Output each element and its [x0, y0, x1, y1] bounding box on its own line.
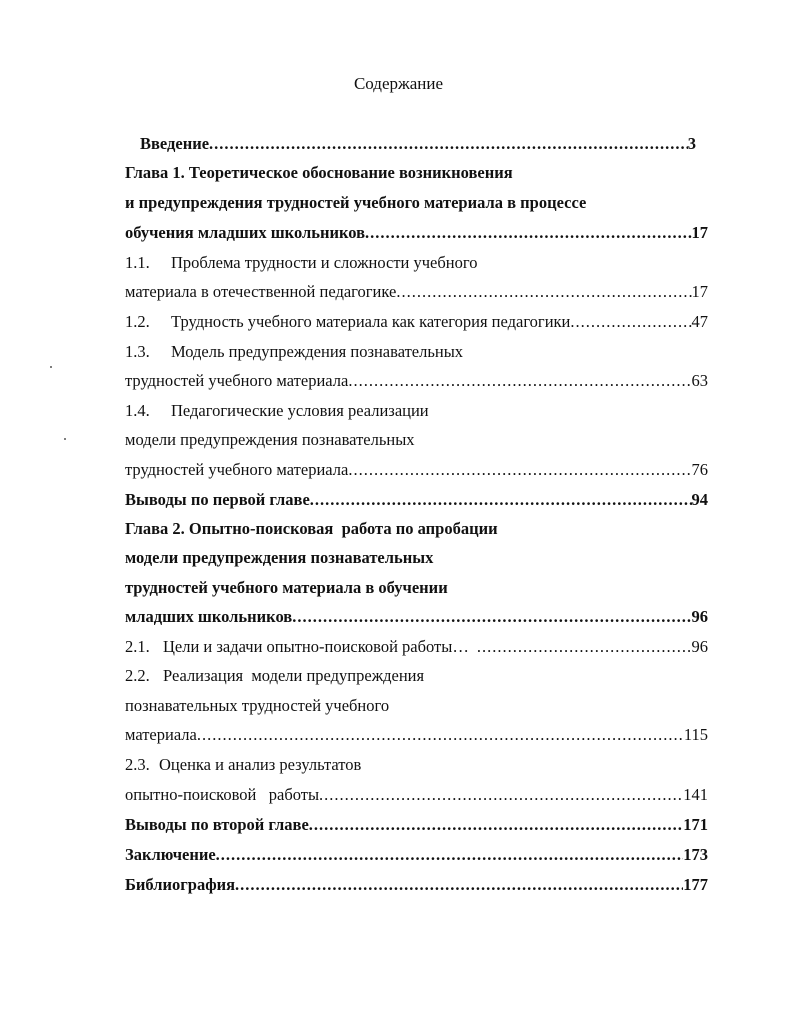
toc-entry-bibliography[interactable]: [125, 870, 708, 900]
toc-entry-title: Педагогические условия реализации: [171, 401, 429, 420]
toc-entry-title: Глава 2. Опытно-поисковая работа по апробации: [125, 519, 498, 538]
toc-section-number: 2.1.: [125, 637, 150, 656]
toc-entry-conclusion[interactable]: [125, 840, 708, 870]
toc-section-2-2-line-3[interactable]: [125, 720, 708, 750]
toc-entry-title: трудностей учебного материала в обучении: [125, 578, 448, 597]
toc-page-number: 115: [683, 725, 708, 744]
toc-page-number: 141: [683, 785, 708, 804]
toc-chapter-2-line-3[interactable]: [125, 573, 708, 603]
toc-leader: [310, 485, 692, 515]
toc-entry-title: материала: [125, 725, 197, 744]
toc-entry-title: материала в отечественной педагогике: [125, 282, 397, 301]
toc-section-number: 1.1.: [125, 253, 150, 272]
toc-entry-title: Модель предупреждения познавательных: [171, 342, 464, 361]
toc-entry-title: и предупреждения трудностей учебного материала в процессе: [125, 193, 587, 212]
toc-page-number: 96: [691, 637, 708, 656]
toc-page-number: 63: [691, 371, 708, 390]
toc-section-1-3-line-2[interactable]: [125, 366, 708, 396]
toc-entry-conclusions-1[interactable]: [125, 485, 708, 515]
toc-entry-title: Реализация модели предупреждения: [163, 666, 425, 685]
toc-leader: [197, 720, 684, 750]
toc-entry-intro[interactable]: [140, 129, 696, 159]
toc-leader: [216, 840, 684, 870]
toc-entry-title: обучения младших школьников: [125, 223, 366, 242]
page-title: Содержание: [353, 74, 444, 93]
toc-chapter-2-line-2[interactable]: [125, 543, 708, 573]
toc-section-1-4-line-2[interactable]: [125, 425, 708, 455]
toc-entry-title: Глава 1. Теоретическое обоснование возникновения: [125, 163, 513, 182]
toc-entry-conclusions-2[interactable]: [125, 810, 708, 840]
scan-speck: [50, 366, 52, 368]
toc-chapter-2-line-1[interactable]: [125, 514, 708, 544]
toc-leader: [477, 632, 692, 662]
toc-entry-title: Трудность учебного материала как категория педагогики: [171, 312, 571, 331]
toc-page-number: 76: [691, 460, 708, 479]
toc-page-number: 173: [683, 845, 708, 864]
toc-entry-title: младших школьников: [125, 607, 293, 626]
toc-chapter-2-line-4[interactable]: [125, 602, 708, 632]
toc-section-2-1[interactable]: [125, 632, 708, 662]
toc-entry-title: Цели и задачи опытно-поисковой работы…: [163, 637, 469, 656]
toc-leader: [309, 810, 683, 840]
toc-page-number: 17: [691, 282, 708, 301]
toc-section-number: 1.4.: [125, 401, 150, 420]
toc-page-number: 17: [691, 223, 708, 242]
toc-entry-title: модели предупреждения познавательных: [125, 548, 434, 567]
toc-section-2-3-line-1[interactable]: [125, 750, 708, 780]
toc-page-number: 3: [687, 134, 696, 153]
toc-entry-title: Введение: [140, 134, 210, 153]
toc-section-1-1-line-1[interactable]: [125, 248, 708, 278]
toc-section-1-2[interactable]: [125, 307, 708, 337]
toc-section-number: 2.2.: [125, 666, 150, 685]
toc-section-1-1-line-2[interactable]: [125, 277, 708, 307]
toc-entry-title: трудностей учебного материала: [125, 460, 349, 479]
toc-section-1-4-line-1[interactable]: [125, 396, 708, 426]
toc-leader: [292, 602, 691, 632]
toc-leader: [365, 218, 691, 248]
toc-section-1-4-line-3[interactable]: [125, 455, 708, 485]
toc-section-number: 1.3.: [125, 342, 150, 361]
toc-entry-title: Выводы по второй главе: [125, 815, 309, 834]
toc-leader: [209, 129, 688, 159]
toc-leader: [319, 780, 683, 810]
toc-leader: [570, 307, 691, 337]
toc-page-number: 47: [691, 312, 708, 331]
toc-entry-title: Оценка и анализ результатов: [159, 755, 362, 774]
toc-section-2-3-line-2[interactable]: [125, 780, 708, 810]
scan-speck: [64, 438, 66, 440]
toc-entry-title: познавательных трудностей учебного: [125, 696, 390, 715]
toc-entry-title: Заключение: [125, 845, 216, 864]
toc-section-number: 2.3.: [125, 755, 150, 774]
toc-leader: [348, 455, 691, 485]
toc-leader: [348, 366, 691, 396]
toc-page-number: 171: [683, 815, 708, 834]
toc-chapter-1-line-1[interactable]: [125, 158, 708, 188]
toc-entry-title: трудностей учебного материала: [125, 371, 349, 390]
toc-chapter-1-line-2[interactable]: [125, 188, 708, 218]
toc-entry-title: Выводы по первой главе: [125, 490, 310, 509]
toc-leader: [235, 870, 683, 900]
toc-chapter-1-line-3[interactable]: [125, 218, 708, 248]
toc-section-number: 1.2.: [125, 312, 150, 331]
toc-leader: [396, 277, 691, 307]
toc-section-2-2-line-2[interactable]: [125, 691, 708, 721]
toc-entry-title: опытно-поисковой работы: [125, 785, 320, 804]
toc-page-number: 177: [683, 875, 708, 894]
toc-section-1-3-line-1[interactable]: [125, 337, 708, 367]
toc-section-2-2-line-1[interactable]: [125, 661, 708, 691]
toc-entry-title: Библиография: [125, 875, 236, 894]
toc-entry-title: Проблема трудности и сложности учебного: [171, 253, 478, 272]
toc-entry-title: модели предупреждения познавательных: [125, 430, 415, 449]
toc-page-number: 94: [691, 490, 708, 509]
toc-page-number: 96: [691, 607, 708, 626]
